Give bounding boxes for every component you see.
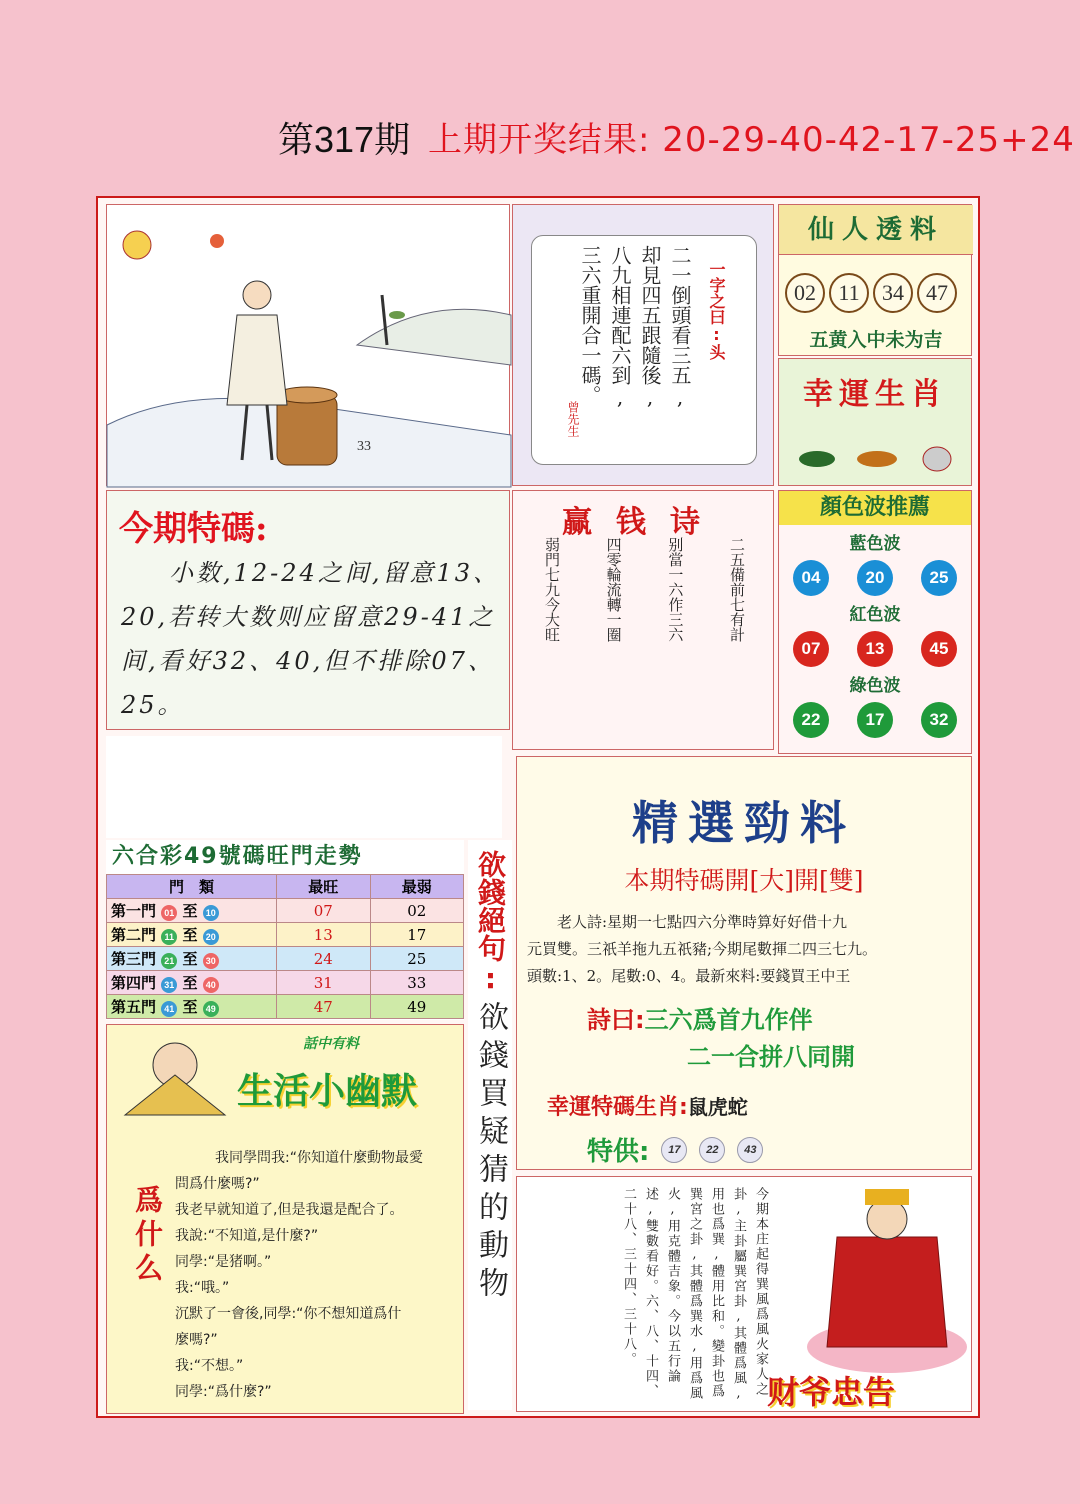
door-to-ball: 49: [203, 1001, 219, 1017]
win-poem-column: 弱門七九今大旺: [543, 537, 561, 642]
jingxuan-title: 精選勁料: [632, 796, 856, 850]
xianren-note: 五黄入中未为吉: [809, 329, 943, 351]
tegong-ball: 22: [699, 1137, 725, 1163]
lucky-zodiac-title: 幸運生肖: [803, 377, 947, 412]
door-to-ball: 40: [203, 977, 219, 993]
blank-area: [106, 736, 502, 838]
scroll-signature: 曾先生: [566, 401, 580, 437]
special-code-panel: [106, 490, 510, 730]
xianren-number: 11: [829, 273, 869, 313]
poem-label: 詩曰:: [587, 1006, 645, 1034]
humor-line: 同學:“爲什麼?”: [175, 1384, 272, 1400]
tegong-label: 特供:: [587, 1137, 650, 1167]
humor-line: 我:“不想。”: [175, 1358, 244, 1374]
door-to: 至: [182, 974, 198, 992]
door-max: 07: [277, 899, 371, 923]
door-to: 至: [182, 926, 198, 944]
table-row: [107, 899, 464, 923]
wave-group-red: [779, 600, 971, 667]
scroll-line: 二一倒頭看三五,: [668, 245, 692, 409]
newspaper-sheet: [96, 196, 980, 1418]
scroll-line: 三六重開合一碼。: [578, 245, 602, 405]
side-verse-panel: [468, 840, 512, 1410]
special-code-body: 小数,12-24之间,留意13、20,若转大数则应留意29-41之间,看好32、40,但不排除07、25。: [121, 559, 500, 719]
trend-door: [107, 971, 277, 995]
door-to: 至: [182, 902, 198, 920]
humor-line: 沉默了一會後,同學:“你不想知道爲什: [175, 1306, 402, 1322]
xianren-panel: [778, 204, 972, 356]
scroll-title: 一字之曰:头: [707, 261, 726, 360]
wave-group-green: [779, 671, 971, 738]
caiye-body: 今期本庄起得巽風爲風火家人之卦,主卦屬巽宮卦,其體爲風,用也爲巽,體用比和。變卦也爲巽宮之卦,其體爲巽水,用爲風火,用克體吉象。今以五行論述,雙數看好。六、八、十四、二十八、三十四、三十八。: [621, 1187, 768, 1403]
door-min: 17: [370, 923, 464, 947]
door-name: 第二門: [111, 926, 157, 944]
subtitle-a: 大: [759, 866, 785, 895]
jingxuan-subtitle: 本期特碼開[大]開[雙]: [624, 866, 864, 895]
xianren-numbers: [785, 273, 971, 313]
door-name: 第一門: [111, 902, 157, 920]
door-name: 第四門: [111, 974, 157, 992]
zodiac-animals-picture: [787, 439, 967, 479]
lucky-zodiac-panel: [778, 358, 972, 486]
door-min: 25: [370, 947, 464, 971]
issue-number: 第317期: [278, 119, 411, 160]
caiye-title: 财爷忠告: [767, 1373, 896, 1411]
jingxuan-line: 元買雙。三祇羊拖九五祇豬;今期尾數揮二四三七九。: [527, 940, 878, 958]
wave-ball: 17: [857, 702, 893, 738]
win-poem-column: 四零輪流轉一圈: [604, 537, 623, 642]
wave-ball: 22: [793, 702, 829, 738]
door-max: 31: [277, 971, 371, 995]
special-code-title: 今期特碼:: [119, 509, 268, 549]
table-row: [107, 923, 464, 947]
last-draw-result: 上期开奖结果: 20-29-40-42-17-25+24: [428, 120, 1075, 160]
table-row: [107, 971, 464, 995]
win-poem-columns: [537, 537, 751, 642]
door-min: 33: [370, 971, 464, 995]
door-from-ball: 31: [161, 977, 177, 993]
wave-name: 藍色波: [849, 534, 901, 554]
humor-title: 生活小幽默: [237, 1071, 418, 1112]
humor-side: 爲什么: [131, 1185, 164, 1287]
wave-ball: 13: [857, 631, 893, 667]
door-name: 第三門: [111, 950, 157, 968]
scroll-lines: [575, 245, 695, 445]
door-to-ball: 20: [203, 929, 219, 945]
humor-line: 我同學問我:“你知道什麼動物最愛: [215, 1150, 423, 1166]
wave-ball: 04: [793, 560, 829, 596]
caishen-picture: [777, 1177, 967, 1377]
humor-panel: [106, 1024, 464, 1414]
door-from-ball: 11: [161, 929, 177, 945]
win-poem-panel: [512, 490, 774, 750]
wave-name: 紅色波: [849, 605, 901, 625]
door-from-ball: 21: [161, 953, 177, 969]
old-lady-picture: [115, 1035, 235, 1125]
humor-line: 問爲什麼嗎?”: [175, 1176, 260, 1192]
humor-text: [175, 1145, 461, 1405]
door-min: 02: [370, 899, 464, 923]
wave-group-blue: [779, 529, 971, 596]
poem-line: 二一合拼八同開: [687, 1043, 855, 1071]
jingxuan-line: 老人詩:星期一七點四六分準時算好好借十九: [557, 913, 848, 931]
subtitle-b: 雙: [828, 866, 854, 895]
xianren-title: 仙人透料: [779, 205, 973, 255]
door-to-ball: 30: [203, 953, 219, 969]
door-name: 第五門: [111, 998, 157, 1016]
lucky-label: 幸運特碼生肖:: [547, 1095, 688, 1120]
trend-door: [107, 923, 277, 947]
wave-ball: 20: [857, 560, 893, 596]
jingxuan-panel: [516, 756, 972, 1170]
wave-ball: 32: [921, 702, 957, 738]
woodcutter-illustration: [106, 204, 510, 486]
tegong-ball: 17: [661, 1137, 687, 1163]
scroll-line: 八九相連配六到,: [608, 245, 632, 409]
xianren-number: 47: [917, 273, 957, 313]
svg-text:33: 33: [357, 439, 371, 454]
door-from-ball: 01: [161, 905, 177, 921]
wave-ball: 25: [921, 560, 957, 596]
wave-ball: 07: [793, 631, 829, 667]
trend-header: 門 類: [107, 875, 277, 899]
humor-line: 同學:“是猪啊。”: [175, 1254, 272, 1270]
trend-header: 最旺: [277, 875, 371, 899]
humor-line: 我說:“不知道,是什麼?”: [175, 1228, 319, 1244]
table-row: [107, 995, 464, 1019]
scroll-line: 却見四五跟隨後,: [638, 245, 662, 409]
wave-ball: 45: [921, 631, 957, 667]
win-poem-title: 赢钱诗: [562, 505, 724, 540]
trend-door: [107, 947, 277, 971]
lucky-value: 鼠虎蛇: [687, 1095, 748, 1119]
humor-line: 麼嗎?”: [175, 1332, 218, 1348]
trend-panel: [106, 840, 464, 1020]
subtitle-mid: 開: [794, 866, 820, 895]
xianren-number: 02: [785, 273, 825, 313]
win-poem-column: 别當一六作三六: [666, 537, 685, 642]
scroll-poem-panel: [512, 204, 774, 486]
side-verse-title: 欲錢絕句:: [474, 850, 507, 995]
trend-title: 六合彩49號碼旺門走勢: [112, 844, 363, 869]
humor-line: 我:“哦。”: [175, 1280, 230, 1296]
door-min: 49: [370, 995, 464, 1019]
win-poem-column: 二五備前七有計: [727, 537, 746, 642]
side-verse-body: 欲錢買疑猜的動物: [473, 1001, 508, 1305]
trend-door: [107, 899, 277, 923]
humor-line: 我老早就知道了,但是我還是配合了。: [175, 1202, 404, 1218]
jingxuan-line: 頭數:1、2。尾數:0、4。最新來料:要錢買王中王: [527, 967, 851, 985]
trend-door: [107, 995, 277, 1019]
humor-tag: 話中有料: [303, 1036, 359, 1052]
xianren-number: 34: [873, 273, 913, 313]
door-max: 13: [277, 923, 371, 947]
poem-line: 三六爲首九作伴: [644, 1006, 813, 1034]
caiye-panel: [516, 1176, 972, 1412]
door-to-ball: 10: [203, 905, 219, 921]
door-to: 至: [182, 998, 198, 1016]
color-wave-title: 顏色波推薦: [779, 491, 971, 525]
tegong-ball: 43: [737, 1137, 763, 1163]
door-from-ball: 41: [161, 1001, 177, 1017]
door-max: 47: [277, 995, 371, 1019]
color-wave-panel: [778, 490, 972, 754]
trend-header: 最弱: [370, 875, 464, 899]
door-max: 24: [277, 947, 371, 971]
door-to: 至: [182, 950, 198, 968]
table-row: [107, 947, 464, 971]
woodcutter-picture: [107, 205, 511, 487]
trend-table: [106, 874, 464, 1019]
subtitle-pre: 本期特碼開: [624, 866, 750, 895]
wave-name: 綠色波: [849, 676, 901, 696]
